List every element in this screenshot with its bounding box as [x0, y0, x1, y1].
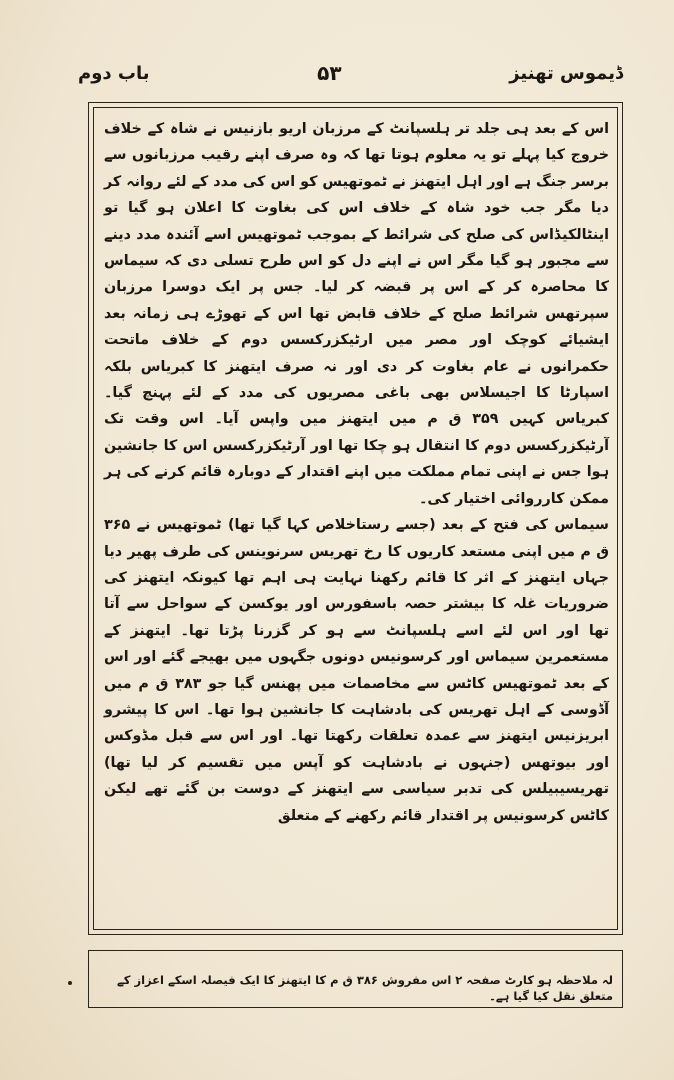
- body-text: [104, 116, 609, 829]
- page-number: ۵۳: [317, 61, 342, 85]
- page-header: [78, 56, 623, 90]
- chapter-label: باب دوم: [78, 62, 150, 84]
- paragraph-2: سیماس کی فتح کے بعد (جسے رستاخلاص کہا گیا تھا) ٹموتھیس نے ۳۶۵ ق م میں اپنی مستعد کاریوں کا رخ تھریس سرنوینس کی طرف پھیر دیا جہاں ایتھنز کے اثر کا قائم رکھنا نہایت ہی اہم تھا کیونکہ ایتھنز کی ضروریات غلہ کا بیشتر حصہ باسفورس اور یوکسن کے سواحل سے آتا تھا اور اس لئے اسے ہلسپانٹ سے ہو کر گزرنا پڑتا تھا۔ ایتھنز کے مستعمرین سیماس اور کرسونیس دونوں جگہوں میں بھیجے گئے اور اس کے بعد ٹموتھیس کاٹس سے مخاصمات میں پھنس گیا جو ۳۸۳ ق م میں آڈوسی کے اہل تھریس کی بادشاہت کا جانشین ہوا تھا۔ اس کا پیشرو ابریزنیس ایتھنز سے عمدہ تعلقات رکھتا تھا۔ اور اس سے قبل مڈوکس اور بیوتھس (جنہوں نے بادشاہت کو آپس میں تقسیم کر لیا تھا) تھریسیبیلس کی تدبر سیاسی سے ایتھنز کے دوست بن گئے تھے لیکن کاٹس کرسونیس پر اقتدار قائم رکھنے کے متعلق: [104, 517, 609, 824]
- running-title: ڈیموس تھنیز: [509, 62, 623, 84]
- margin-dot: [68, 981, 72, 985]
- footnote: لہ ملاحظہ ہو کارٹ صفحہ ۲ اس مفروش ۳۸۶ ق م کا ایتھنز کا ایک فیصلہ اسکے اعزاز کے متعلق نقل کیا گیا ہے۔: [117, 973, 613, 1003]
- paragraph-1: اس کے بعد ہی جلد تر ہلسپانٹ کے مرزبان اریو بازنیس نے شاہ کے خلاف خروج کیا پہلے تو یہ معلوم ہوتا تھا کہ وہ صرف اپنے رقیب مرزبانوں سے برسر جنگ ہے اور اہل ایتھنز نے ٹموتھیس کو اس کی مدد کے لئے روانہ کر دیا مگر جب خود شاہ کے خلاف اس کی بغاوت کا اعلان ہو گیا تو اینٹالکیڈاس کی صلح کی شرائط کے بموجب ٹموتھیس اسے آئندہ مدد دینے سے مجبور ہو گیا مگر اس نے اپنے دل کو اس طرح تسلی دی کہ سیماس کا محاصرہ کر کے اس پر قبضہ کر لیا۔ جس پر ایک دوسرا مرزبان سپرتھس شرائط صلح کے خلاف قابض تھا اس کے تھوڑے ہی زمانہ بعد ایشیائے کوچک اور مصر میں ارٹیکزرکسس دوم کے خلاف ماتحت حکمرانوں نے عام بغاوت کر دی اور نہ صرف ایتھنز کا کبریاس بلکہ اسپارٹا کا اجیسلاس بھی باغی مصریوں کی مدد کے لئے پہنچ گیا۔ کبریاس کہیں ۳۵۹ ق م میں ایتھنز میں واپس آیا۔ اس وقت تک آرٹیکزرکسس دوم کا انتقال ہو چکا تھا اور آرٹیکزرکسس اس کا جانشین ہوا جس نے اپنی تمام مملکت میں اپنے اقتدار کے دوبارہ قائم کرنے کی ہر ممکن کارروائی اختیار کی۔: [104, 121, 609, 507]
